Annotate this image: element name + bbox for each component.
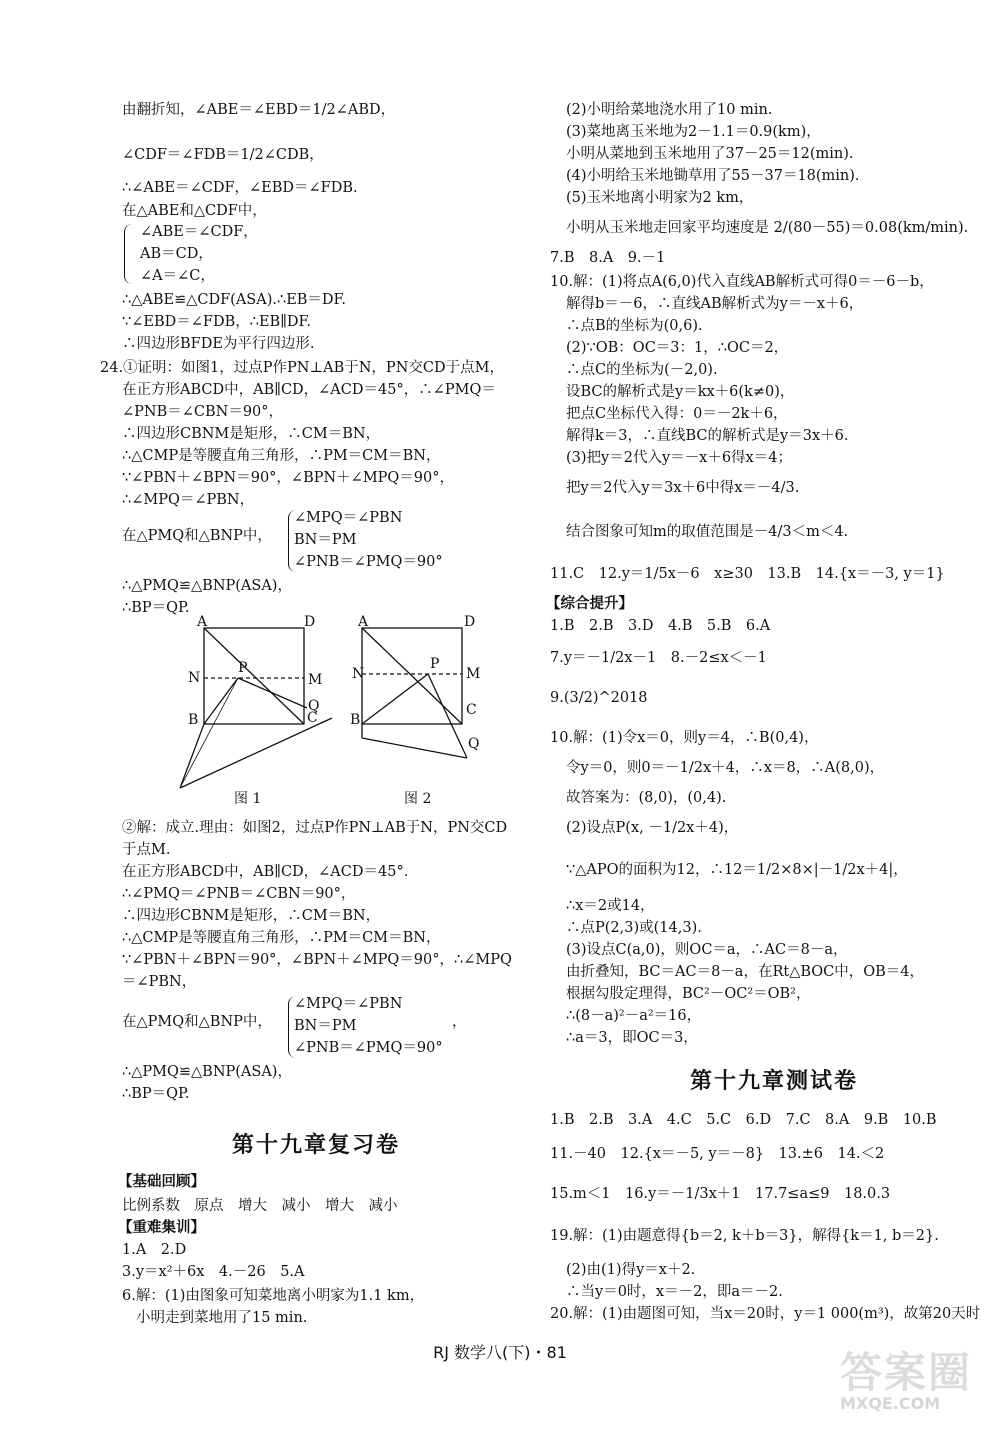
text-line: ∴△PMQ≌△BNP(ASA)， [122, 1064, 292, 1080]
text-line: (2)由(1)得y＝x＋2. [566, 1262, 696, 1278]
text-line: ∴∠PMQ＝∠PNB＝∠CBN＝90°， [122, 886, 356, 902]
text-line: 比例系数 原点 增大 减小 增大 减小 [122, 1198, 398, 1214]
figure-label: P [238, 660, 248, 676]
text-line: 小明从菜地到玉米地用了37－25＝12(min). [566, 146, 854, 162]
text-line: ∴四边形CBNM是矩形，∴CM＝BN， [122, 908, 381, 924]
text-line: 解得k＝3，∴直线BC的解析式是y＝3x＋6. [566, 428, 849, 444]
text-line: ∠PNB＝∠PMQ＝90° [294, 554, 443, 570]
section-title: 第十九章复习卷 [232, 1133, 401, 1158]
watermark-logo [840, 1340, 990, 1425]
text-line: (5)玉米地离小明家为2 km， [566, 190, 754, 206]
text-line: 结合图象可知m的取值范围是－4/3＜m＜4. [566, 524, 849, 540]
figure-label: D [464, 614, 476, 630]
text-line: ∴BP＝QP. [122, 1086, 190, 1102]
figure-label: B [188, 712, 199, 728]
text-line: ∴四边形CBNM是矩形，∴CM＝BN， [122, 426, 381, 442]
text-line: (2)设点P(x, －1/2x＋4)， [566, 820, 739, 836]
text-line: ∵∠EBD＝∠FDB，∴EB∥DF. [122, 314, 311, 330]
text-line: 故答案为：(8,0)，(0,4). [566, 790, 727, 806]
text-line: ∴点P(2,3)或(14,3). [566, 920, 702, 936]
figure-label: Q [308, 698, 320, 714]
text-line: 在△PMQ和△BNP中， [122, 1014, 272, 1030]
figure-label: A [358, 614, 369, 630]
text-line: 在正方形ABCD中，AB∥CD，∠ACD＝45°，∴∠PMQ＝ [122, 382, 496, 398]
figure-label: C [307, 710, 318, 726]
text-line: ∴x＝2或14， [566, 898, 655, 914]
text-line: 在正方形ABCD中，AB∥CD，∠ACD＝45°. [122, 864, 409, 880]
subsection-label: 【重难集训】 [118, 1219, 205, 1236]
section-title: 第十九章测试卷 [690, 1069, 859, 1094]
text-line: (3)菜地离玉米地为2－1.1＝0.9(km)， [566, 124, 821, 140]
text-line: ∴△ABE≌△CDF(ASA).∴EB＝DF. [122, 292, 346, 308]
text-line: 解得b＝－6，∴直线AB解析式为y＝－x＋6， [566, 296, 864, 312]
text-line: ∠PNB＝∠PMQ＝90° [294, 1040, 443, 1056]
text-line: 20.解：(1)由题图可知，当x＝20时，y＝1 000(m³)，故第20天时 [550, 1306, 981, 1322]
text-line: ∵∠PBN＋∠BPN＝90°，∠BPN＋∠MPQ＝90°， [122, 470, 455, 486]
text-line: ∴△CMP是等腰直角三角形，∴PM＝CM＝BN， [122, 930, 441, 946]
text-line: 1.B 2.B 3.A 4.C 5.C 6.D 7.C 8.A 9.B 10.B [550, 1112, 937, 1128]
text-line: 于点M. [122, 842, 171, 858]
text-line: ∠MPQ＝∠PBN [294, 510, 403, 526]
text-line: 11.C 12.y＝1/5x－6 x≥30 13.B 14.{x＝－3, y＝1} [550, 566, 945, 582]
text-line: ∴∠MPQ＝∠PBN， [122, 492, 255, 508]
figure-label: N [352, 666, 365, 682]
text-line: ∴当y＝0时，x＝－2，即a＝－2. [566, 1284, 783, 1300]
text-line: 11.－40 12.{x＝－5, y＝－8} 13.±6 14.＜2 [550, 1146, 885, 1162]
text-line: AB＝CD， [140, 246, 213, 262]
text-line: ∴∠ABE＝∠CDF，∠EBD＝∠FDB. [122, 180, 358, 196]
text-line: ， [452, 1014, 467, 1030]
figure-label: M [466, 666, 481, 682]
text-line: ∴△CMP是等腰直角三角形，∴PM＝CM＝BN， [122, 448, 441, 464]
figure-label: M [308, 672, 323, 688]
figure-label: C [466, 702, 477, 718]
text-line: ②解：成立.理由：如图2，过点P作PN⊥AB于N，PN交CD [122, 820, 508, 836]
text-line: ∴四边形BFDE为平行四边形. [122, 336, 315, 352]
figure-label: N [188, 670, 201, 686]
text-line: 10.解：(1)令x＝0，则y＝4，∴B(0,4)， [550, 730, 819, 746]
text-line: ∴△PMQ≌△BNP(ASA)， [122, 578, 292, 594]
text-line: ∵△APO的面积为12，∴12＝1/2×8×|－1/2x＋4|， [566, 862, 908, 878]
text-line: (4)小明给玉米地锄草用了55－37＝18(min). [566, 168, 860, 184]
text-line: 小明走到菜地用了15 min. [136, 1310, 308, 1326]
text-line: 24.①证明：如图1，过点P作PN⊥AB于N，PN交CD于点M， [100, 360, 504, 376]
page-footer: RJ 数学八(下)・81 [433, 1343, 567, 1362]
text-line: ∴点B的坐标为(0,6). [566, 318, 703, 334]
text-line: 19.解：(1)由题意得{b＝2, k＋b＝3}，解得{k＝1, b＝2}. [550, 1228, 939, 1244]
text-line: 10.解：(1)将点A(6,0)代入直线AB解析式可得0＝－6－b， [550, 274, 934, 290]
text-line: ∴a＝3，即OC＝3， [566, 1030, 698, 1046]
figure-caption: 图 1 [234, 791, 262, 807]
figure-label: A [197, 614, 208, 630]
text-line: ∠CDF＝∠FDB＝1/2∠CDB， [122, 147, 324, 163]
figure-label: B [350, 712, 361, 728]
text-line: ∠A＝∠C， [140, 268, 215, 284]
text-line: ∠MPQ＝∠PBN [294, 996, 403, 1012]
text-line: 15.m＜1 16.y＝－1/3x＋1 17.7≤a≤9 18.0.3 [550, 1186, 891, 1202]
text-line: ∴(8－a)²－a²＝16， [566, 1008, 702, 1024]
text-line: 令y＝0，则0＝－1/2x＋4，∴x＝8，∴A(8,0)， [566, 760, 885, 776]
text-line: 1.B 2.B 3.D 4.B 5.B 6.A [550, 618, 771, 634]
text-line: 9.(3/2)^2018 [550, 690, 648, 706]
watermark-text: 答案圈 [840, 1348, 973, 1397]
text-line: ∴BP＝QP. [122, 600, 190, 616]
text-line: 3.y＝x²＋6x 4.－26 5.A [122, 1264, 305, 1280]
text-line: ∠ABE＝∠CDF， [140, 224, 258, 240]
watermark-url: MXQE.COM [840, 1394, 941, 1413]
text-line: BN＝PM [294, 532, 357, 548]
text-line: ∵∠PBN＋∠BPN＝90°，∠BPN＋∠MPQ＝90°，∴∠MPQ [122, 952, 512, 968]
text-line: 6.解：(1)由图象可知菜地离小明家为1.1 km， [122, 1288, 425, 1304]
text-line: (2)小明给菜地浇水用了10 min. [566, 102, 773, 118]
text-line: ∠PNB＝∠CBN＝90°， [122, 404, 284, 420]
text-line: 在△ABE和△CDF中， [122, 203, 267, 219]
text-line: 设BC的解析式是y＝kx＋6(k≠0)， [566, 384, 795, 400]
text-line: 把点C坐标代入得：0＝－2k＋6， [566, 406, 788, 422]
text-line: 7.y＝－1/2x－1 8.－2≤x＜－1 [550, 650, 767, 666]
figure-label: D [304, 614, 316, 630]
text-line: (3)设点C(a,0)，则OC＝a，∴AC＝8－a， [566, 942, 848, 958]
text-line: BN＝PM [294, 1018, 357, 1034]
text-line: 把y＝2代入y＝3x＋6中得x＝－4/3. [566, 480, 800, 496]
text-line: 根据勾股定理得，BC²－OC²＝OB²， [566, 986, 811, 1002]
text-line: 由翻折知，∠ABE＝∠EBD＝1/2∠ABD， [122, 102, 396, 118]
text-line: (3)把y＝2代入y＝－x＋6得x＝4； [566, 450, 792, 466]
text-line: 由折叠知，BC＝AC＝8－a，在Rt△BOC中，OB＝4， [566, 964, 925, 980]
text-line: (2)∵OB：OC＝3：1，∴OC＝2， [566, 340, 789, 356]
text-line: 1.A 2.D [122, 1242, 187, 1258]
text-line: ＝∠PBN， [122, 974, 197, 990]
text-line: 7.B 8.A 9.－1 [550, 250, 666, 266]
figure-label: Q [468, 736, 480, 752]
figure-label: P [430, 656, 440, 672]
subsection-label: 【基础回顾】 [118, 1173, 205, 1190]
text-line: ∴点C的坐标为(－2,0). [566, 362, 718, 378]
text-line: 小明从玉米地走回家平均速度是 2/(80－55)＝0.08(km/min). [566, 220, 969, 236]
text-line: 在△PMQ和△BNP中， [122, 528, 272, 544]
subsection-label: 【综合提升】 [546, 595, 633, 612]
figure-caption: 图 2 [404, 791, 432, 807]
